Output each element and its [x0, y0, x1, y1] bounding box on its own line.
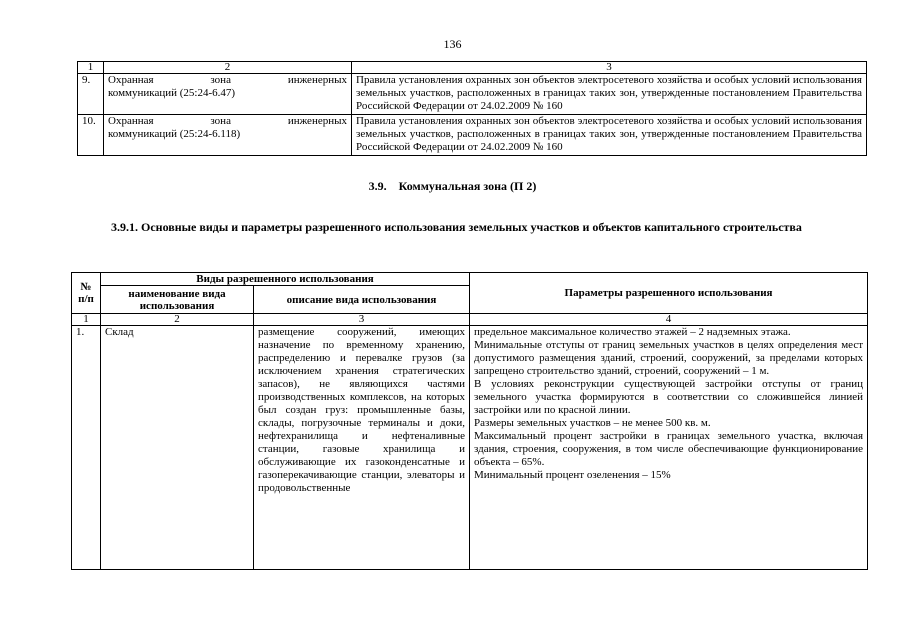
zone-name: [104, 115, 352, 156]
table-header-row: [78, 62, 867, 74]
header-use-name: наименование вида использования: [101, 286, 254, 314]
subsection-title: 3.9.1. Основные виды и параметры разрешенного использования земельных участков и объектов капитального строительства: [111, 220, 802, 234]
zone-name: [104, 74, 352, 115]
table-row: [78, 74, 867, 115]
parameter-line: Минимальный процент озеленения – 15%: [474, 469, 671, 481]
parameter-line: предельное максимальное количество этажей – 2 надземных этажа.: [474, 326, 791, 338]
table-row: [72, 326, 868, 570]
section-title: 3.9. Коммунальная зона (П 2): [368, 179, 537, 193]
zone-name-word: Охранная: [108, 74, 154, 86]
column-numbers-row: [72, 314, 868, 326]
page-number: 136: [443, 37, 462, 51]
zone-basis: Правила установления охранных зон объектов электросетевого хозяйства и особых условий использования земельных участков, расположенных в границах таких зон, утвержденные постановлением Правительства Российской Федерации от 24.02.2009 № 160: [352, 74, 867, 115]
column-number-1: 1: [78, 62, 104, 74]
row-number: 9.: [78, 74, 104, 115]
column-number-4: 4: [470, 314, 868, 326]
zone-name-word: инженерных: [287, 115, 347, 127]
parameter-line: Максимальный процент застройки в границах земельного участка, включая здания, строения, сооружения, в том числе обеспечивающие функционирование объекта – 65%.: [474, 430, 864, 468]
header-parameters: Параметры разрешенного использования: [470, 273, 868, 314]
use-name: Склад: [101, 326, 254, 570]
zone-name-word: Охранная: [108, 115, 154, 127]
column-number-3: 3: [254, 314, 470, 326]
header-use-types: Виды разрешенного использования: [101, 273, 470, 286]
use-parameters: [470, 326, 868, 570]
zone-name-word: зона: [210, 74, 231, 86]
column-number-2: 2: [101, 314, 254, 326]
parameter-line: Размеры земельных участков – не менее 500 кв. м.: [474, 417, 711, 429]
column-number-1: 1: [72, 314, 101, 326]
protection-zones-table: [77, 61, 867, 156]
zone-name-line: коммуникаций (25:24-6.47): [108, 87, 236, 99]
permitted-uses-table: [71, 272, 868, 570]
zone-name-word: инженерных: [287, 74, 347, 86]
use-description: размещение сооружений, имеющих назначение по временному хранению, распределению и перевалке грузов (за исключением хранения стратегических запасов), не являющихся частями производственных комплексов, на которых был создан груз: промышленные базы, склады, погрузочные терминалы и доки, нефтехранилища и нефтеналивные станции, газовые хранилища и обслуживающие их газоконденсатные и газоперекачивающие станции, элеваторы и продовольственные: [254, 326, 470, 570]
row-number: 1.: [72, 326, 101, 570]
table-row: [78, 115, 867, 156]
zone-basis: Правила установления охранных зон объектов электросетевого хозяйства и особых условий использования земельных участков, расположенных в границах таких зон, утвержденные постановлением Правительства Российской Федерации от 24.02.2009 № 160: [352, 115, 867, 156]
header-number: № п/п: [72, 273, 101, 314]
row-number: 10.: [78, 115, 104, 156]
zone-name-line: коммуникаций (25:24-6.118): [108, 128, 241, 140]
column-number-2: 2: [104, 62, 352, 74]
parameter-line: Минимальные отступы от границ земельных участков в целях определения мест допустимого размещения зданий, строений, сооружений, за пределами которых запрещено строительство зданий, строений, сооружений – 1 м.: [474, 339, 864, 377]
table-header-row: [72, 273, 868, 286]
zone-name-word: зона: [210, 115, 231, 127]
header-use-description: описание вида использования: [254, 286, 470, 314]
parameter-line: В условиях реконструкции существующей застройки отступы от границ земельного участка формируются в соответствии со сложившейся линией застройки или по красной линии.: [474, 378, 864, 416]
column-number-3: 3: [352, 62, 867, 74]
